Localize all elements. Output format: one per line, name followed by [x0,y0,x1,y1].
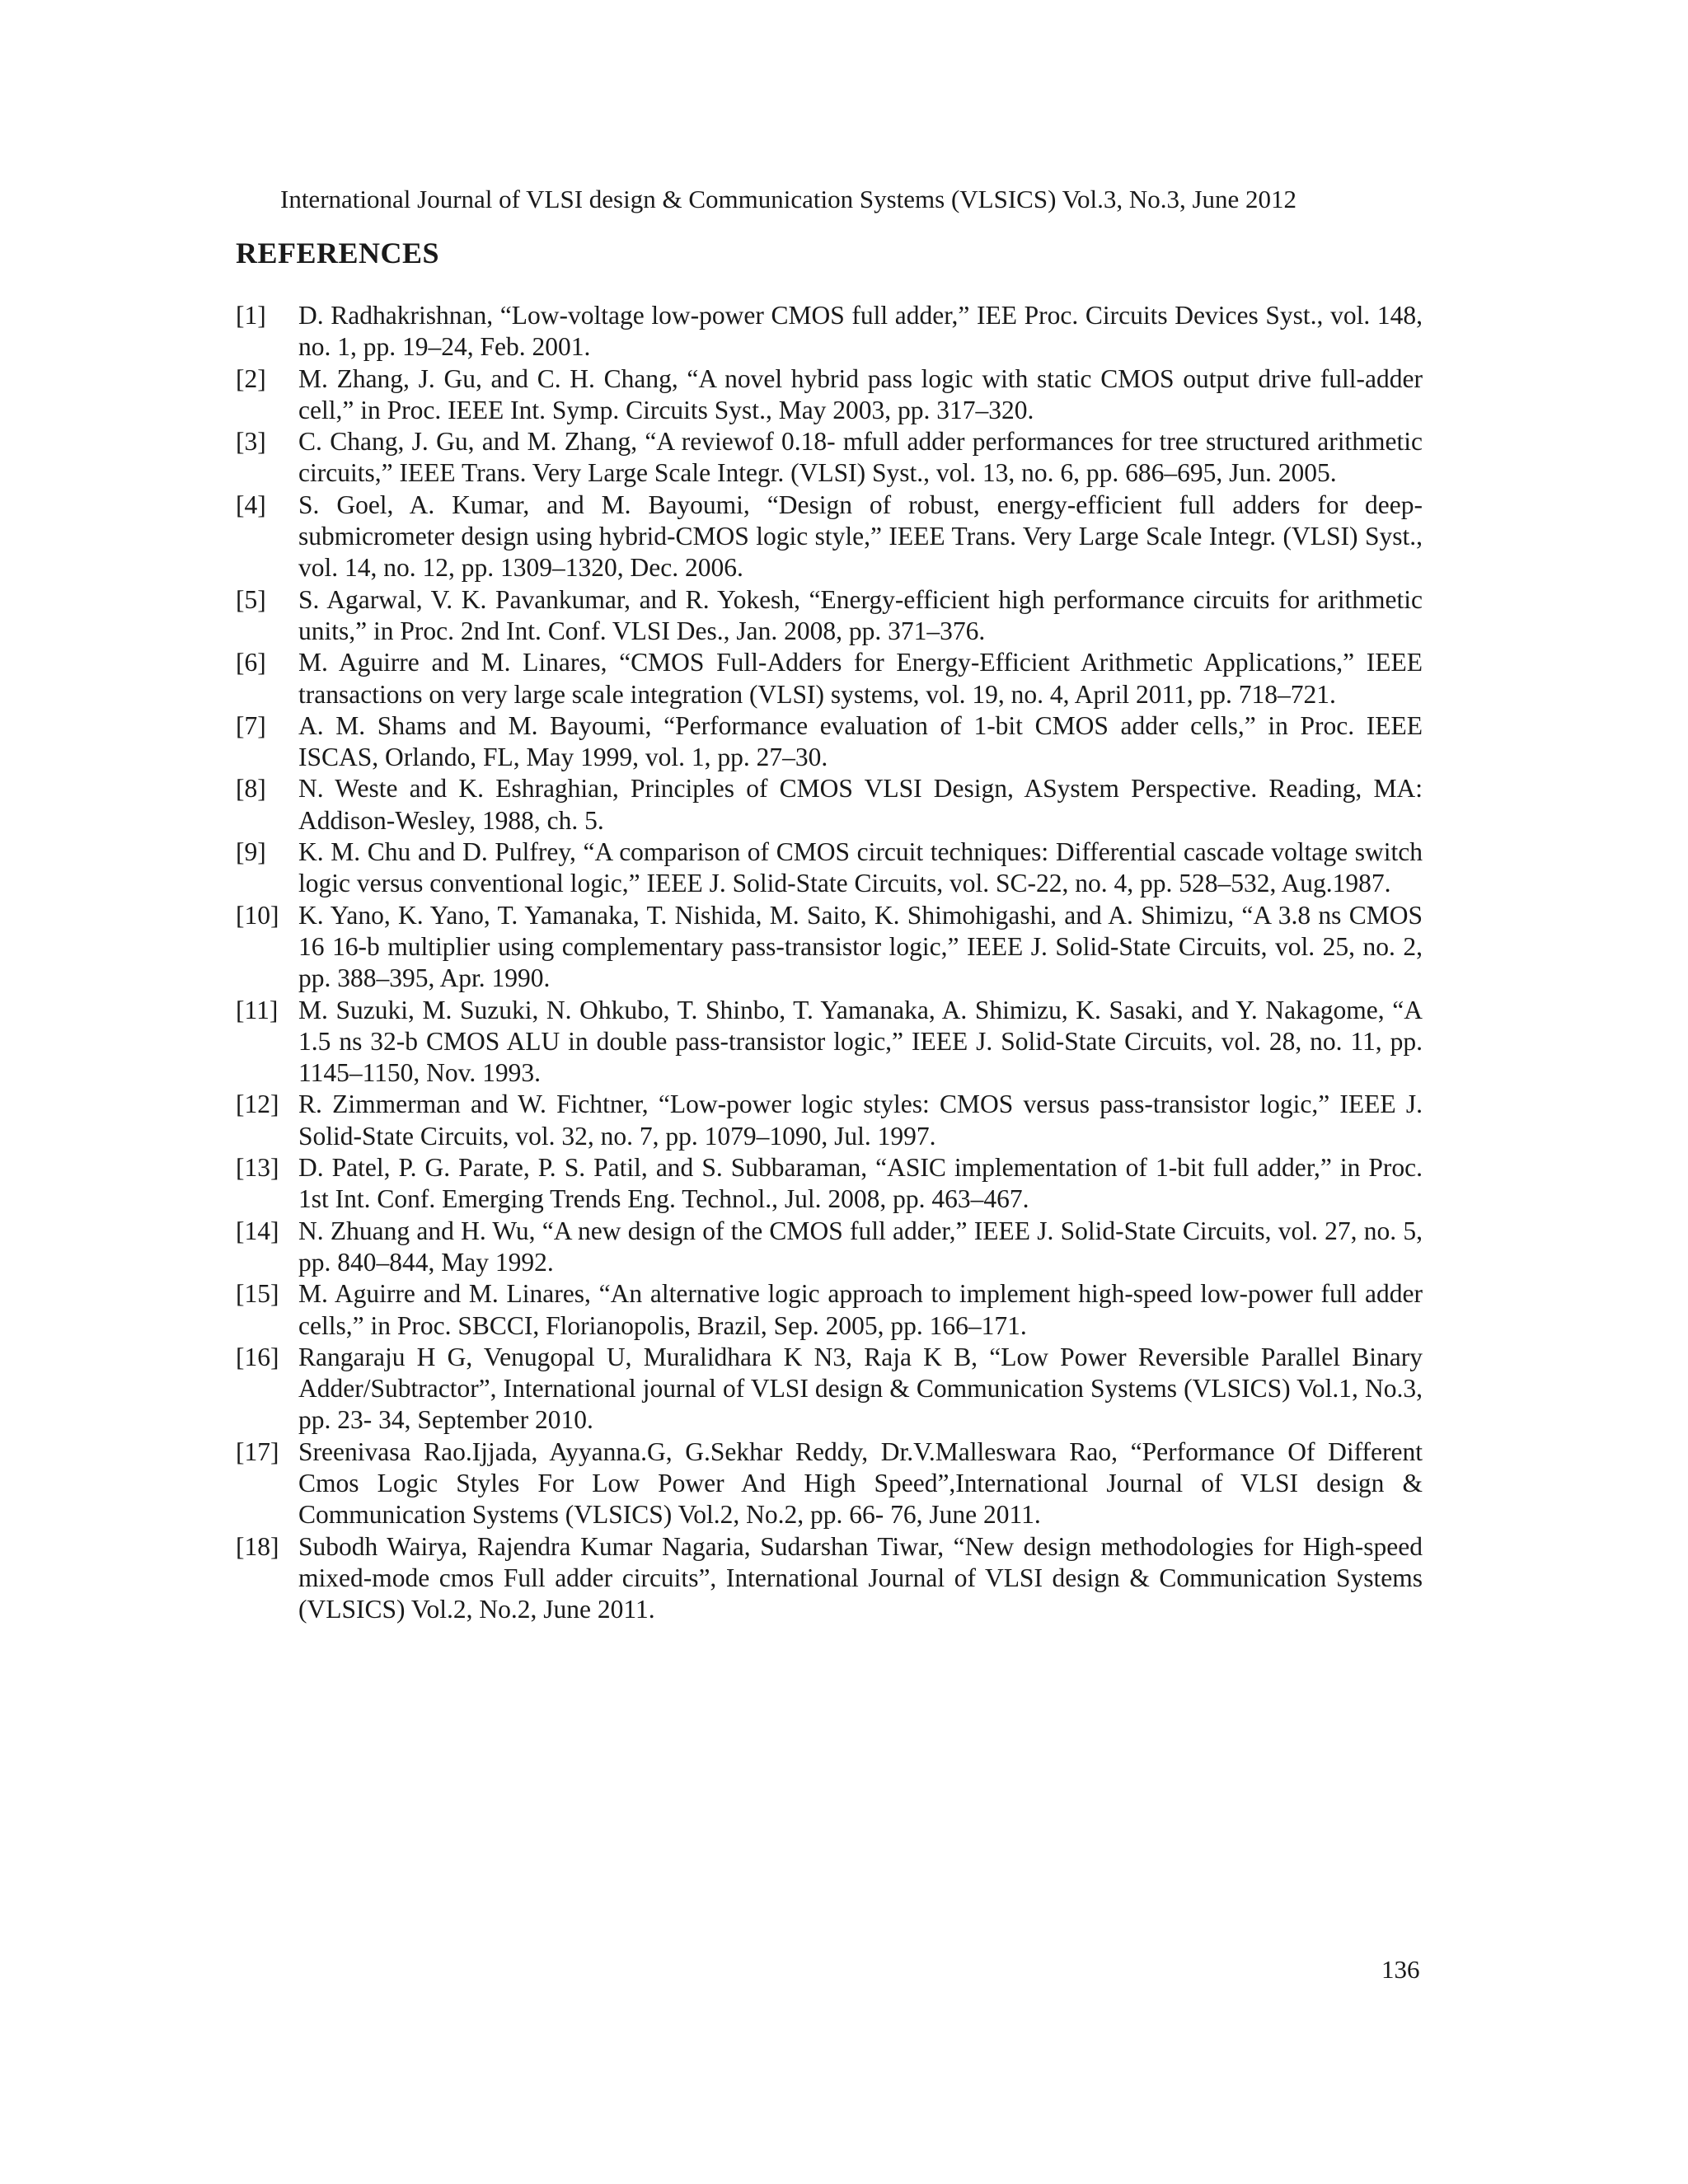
reference-item [236,900,1423,995]
reference-item [236,773,1423,837]
section-heading: REFERENCES [236,237,440,269]
reference-text: Rangaraju H G, Venugopal U, Muralidhara K N3, Raja K B, “Low Power Reversible Parallel Binary Adder/Subtractor”, International journal of VLSI design & Communication Systems (VLSICS) Vol.1, No.3, pp. 23- 34, September 2010. [298,1342,1423,1435]
reference-text: K. M. Chu and D. Pulfrey, “A comparison of CMOS circuit techniques: Differential cascade voltage switch logic versus conventional logic,” IEEE J. Solid-State Circuits, vol. SC-22, no. 4, pp. 528–532, Aug.1987. [298,837,1423,898]
reference-text: D. Radhakrishnan, “Low-voltage low-power CMOS full adder,” IEE Proc. Circuits Devices Syst., vol. 148, no. 1, pp. 19–24, Feb. 2001. [298,301,1423,362]
reference-text: S. Goel, A. Kumar, and M. Bayoumi, “Design of robust, energy-efficient full adders for deep-submicrometer design using hybrid-CMOS logic style,” IEEE Trans. Very Large Scale Integr. (VLSI) Syst., vol. 14, no. 12, pp. 1309–1320, Dec. 2006. [298,490,1423,583]
reference-number: [16] [236,1342,279,1371]
reference-number: [15] [236,1279,279,1309]
reference-list [236,300,1423,1625]
reference-number: [9] [236,837,266,867]
reference-text: S. Agarwal, V. K. Pavankumar, and R. Yokesh, “Energy-efficient high performance circuits for arithmetic units,” in Proc. 2nd Int. Conf. VLSI Des., Jan. 2008, pp. 371–376. [298,584,1423,645]
reference-item [236,995,1423,1090]
reference-number: [13] [236,1153,279,1183]
reference-item [236,1531,1423,1626]
reference-text: R. Zimmerman and W. Fichtner, “Low-power logic styles: CMOS versus pass-transistor logic,” IEEE J. Solid-State Circuits, vol. 32, no. 7, pp. 1079–1090, Jul. 1997. [298,1090,1423,1151]
reference-text: Subodh Wairya, Rajendra Kumar Nagaria, Sudarshan Tiwar, “New design methodologies for High-speed mixed-mode cmos Full adder circuits”, International Journal of VLSI design & Communication Systems (VLSICS) Vol.2, No.2, June 2011. [298,1531,1423,1624]
reference-item [236,363,1423,427]
reference-number: [11] [236,995,279,1024]
reference-number: [3] [236,427,266,457]
reference-text: N. Zhuang and H. Wu, “A new design of the CMOS full adder,” IEEE J. Solid-State Circuits, vol. 27, no. 5, pp. 840–844, May 1992. [298,1216,1423,1277]
reference-number: [6] [236,648,266,677]
reference-item [236,1436,1423,1531]
reference-item [236,490,1423,584]
reference-number: [2] [236,363,266,393]
reference-number: [17] [236,1436,279,1466]
reference-item [236,300,1423,363]
reference-number: [10] [236,900,279,930]
reference-number: [18] [236,1531,279,1561]
reference-item [236,710,1423,774]
reference-text: N. Weste and K. Eshraghian, Principles of CMOS VLSI Design, ASystem Perspective. Reading, MA: Addison-Wesley, 1988, ch. 5. [298,774,1423,835]
reference-number: [5] [236,584,266,614]
reference-text: K. Yano, K. Yano, T. Yamanaka, T. Nishida, M. Saito, K. Shimohigashi, and A. Shimizu, “A 3.8 ns CMOS 16 16-b multiplier using complementary pass-transistor logic,” IEEE J. Solid-State Circuits, vol. 25, no. 2, pp. 388–395, Apr. 1990. [298,900,1423,993]
reference-item [236,837,1423,900]
reference-item [236,1216,1423,1279]
reference-item [236,1342,1423,1436]
page-number: 136 [1381,1955,1420,1984]
reference-text: D. Patel, P. G. Parate, P. S. Patil, and S. Subbaraman, “ASIC implementation of 1-bit full adder,” in Proc. 1st Int. Conf. Emerging Trends Eng. Technol., Jul. 2008, pp. 463–467. [298,1153,1423,1214]
reference-item [236,584,1423,648]
reference-text: A. M. Shams and M. Bayoumi, “Performance evaluation of 1-bit CMOS adder cells,” in Proc. IEEE ISCAS, Orlando, FL, May 1999, vol. 1, pp. 27–30. [298,710,1423,772]
reference-item [236,1278,1423,1342]
running-header: International Journal of VLSI design & Communication Systems (VLSICS) Vol.3, No.3, June 2012 [280,185,1297,213]
reference-number: [7] [236,710,266,740]
reference-text: M. Aguirre and M. Linares, “An alternative logic approach to implement high-speed low-power full adder cells,” in Proc. SBCCI, Florianopolis, Brazil, Sep. 2005, pp. 166–171. [298,1279,1423,1340]
reference-number: [8] [236,774,266,804]
reference-item [236,426,1423,490]
reference-item [236,647,1423,710]
reference-number: [1] [236,301,266,330]
reference-text: C. Chang, J. Gu, and M. Zhang, “A reviewof 0.18- mfull adder performances for tree structured arithmetic circuits,” IEEE Trans. Very Large Scale Integr. (VLSI) Syst., vol. 13, no. 6, pp. 686–695, Jun. 2005. [298,427,1423,488]
reference-number: [4] [236,490,266,519]
reference-text: M. Suzuki, M. Suzuki, N. Ohkubo, T. Shinbo, T. Yamanaka, A. Shimizu, K. Sasaki, and Y. Nakagome, “A 1.5 ns 32-b CMOS ALU in double pass-transistor logic,” IEEE J. Solid-State Circuits, vol. 28, no. 11, pp. 1145–1150, Nov. 1993. [298,995,1423,1088]
reference-text: M. Aguirre and M. Linares, “CMOS Full-Adders for Energy-Efficient Arithmetic Applications,” IEEE transactions on very large scale integration (VLSI) systems, vol. 19, no. 4, April 2011, pp. 718–721. [298,648,1423,709]
reference-text: Sreenivasa Rao.Ijjada, Ayyanna.G, G.Sekhar Reddy, Dr.V.Malleswara Rao, “Performance Of Different Cmos Logic Styles For Low Power And High Speed”,International Journal of VLSI design & Communication Systems (VLSICS) Vol.2, No.2, pp. 66- 76, June 2011. [298,1436,1423,1530]
reference-number: [12] [236,1090,279,1119]
reference-text: M. Zhang, J. Gu, and C. H. Chang, “A novel hybrid pass logic with static CMOS output drive full-adder cell,” in Proc. IEEE Int. Symp. Circuits Syst., May 2003, pp. 317–320. [298,363,1423,424]
reference-number: [14] [236,1216,279,1245]
reference-item [236,1152,1423,1216]
reference-item [236,1089,1423,1152]
